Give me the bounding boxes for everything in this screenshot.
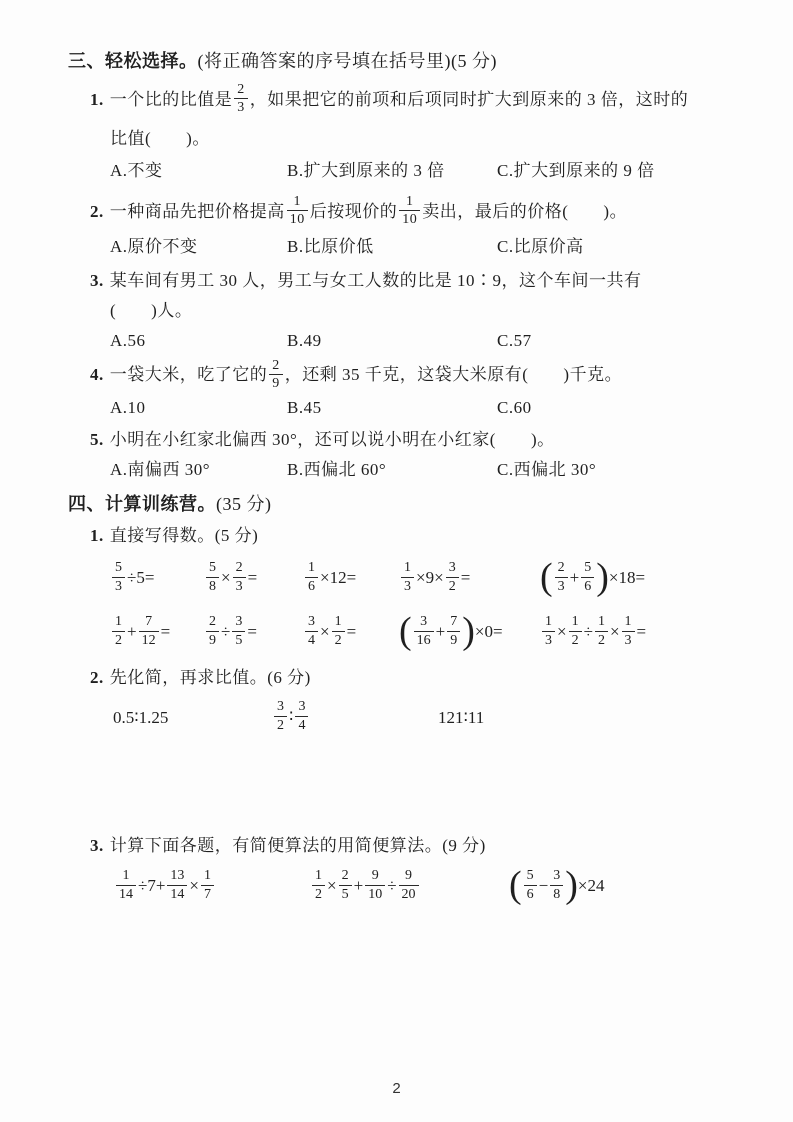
- question-3-number: 3.: [90, 270, 104, 290]
- section-calc-title: [68, 491, 745, 517]
- question-3-option-b: B.49: [287, 330, 322, 350]
- fraction: $\frac{13}{14}$: [167, 868, 187, 902]
- calc-expression: $\frac{1}{3}$ × $\frac{1}{2}$ ÷ $\frac{1}{2}$ × $\frac{1}{3}$ =: [540, 616, 745, 650]
- fraction: $\frac{1}{3}$: [542, 614, 555, 648]
- fraction: $\frac{1}{14}$: [116, 868, 136, 902]
- question-4-option-b: B.45: [287, 398, 322, 418]
- question-4-option-a: A.10: [110, 398, 146, 418]
- calc-row-1: [68, 555, 745, 603]
- section-choice-title: [68, 48, 745, 74]
- calc-expression: ( $\frac{2}{3}$ + $\frac{5}{6}$ )×18=: [540, 556, 646, 599]
- question-2-option-a: A.原价不变: [110, 236, 198, 256]
- section-choice-title-note: (将正确答案的序号填在括号里)(5 分): [197, 51, 497, 71]
- paren: (: [540, 556, 553, 599]
- question-1-option-a: A.不变: [110, 160, 163, 180]
- calc-expression: ( $\frac{3}{16}$ + $\frac{7}{9}$ )×0=: [399, 610, 503, 653]
- question-4-line-1: [68, 357, 745, 394]
- fraction: $\frac{5}{3}$: [112, 560, 125, 594]
- paren: ): [596, 556, 609, 599]
- fraction: $\frac{1}{10}$: [399, 194, 420, 228]
- fraction: $\frac{2}{5}$: [339, 868, 352, 902]
- question-5-line-1: [68, 425, 745, 455]
- calc-sub2-label: 先化简，再求比值。(6 分): [109, 668, 311, 688]
- fraction: $\frac{1}{3}$: [622, 614, 635, 648]
- fraction: $\frac{2}{3}$: [555, 560, 568, 594]
- paren: (: [399, 610, 412, 653]
- fraction: $\frac{1}{2}$: [595, 614, 608, 648]
- smart-calc-row: [68, 863, 745, 911]
- fraction: $\frac{1}{2}$: [569, 614, 582, 648]
- question-1: [68, 84, 745, 186]
- calc-expression: $\frac{2}{9}$ ÷ $\frac{3}{5}$ =: [204, 616, 303, 650]
- ratio-row: [68, 695, 745, 741]
- question-4-option-c: C.60: [497, 398, 532, 418]
- ratio-expression: $\frac{3}{2}$ ∶ $\frac{3}{4}$: [272, 701, 438, 735]
- fraction: $\frac{9}{10}$: [365, 868, 385, 902]
- question-5-options: [68, 455, 745, 485]
- calc-row-2: [68, 609, 745, 657]
- question-3-line-2: ( )人。: [110, 300, 193, 320]
- question-1-option-c: C.扩大到原来的 9 倍: [497, 160, 655, 180]
- calc-expression: $\frac{1}{6}$ ×12=: [303, 562, 399, 596]
- fraction: $\frac{2}{9}$: [269, 358, 283, 392]
- question-5: [68, 425, 745, 485]
- question-2-option-b: B.比原价低: [287, 236, 374, 256]
- page-number: 2: [392, 1080, 401, 1097]
- fraction: $\frac{7}{12}$: [139, 614, 159, 648]
- fraction: $\frac{3}{2}$: [274, 699, 287, 733]
- fraction: $\frac{7}{9}$: [447, 614, 460, 648]
- question-1-text: 一个比的比值是 $\frac{2}{3}$ ，如果把它的前项和后项同时扩大到原来的 3 倍，这时的: [109, 82, 689, 116]
- ratio-expression: 0.5∶1.25: [113, 708, 169, 728]
- question-5-option-b: B.西偏北 60°: [287, 460, 387, 480]
- question-3-option-a: A.56: [110, 330, 146, 350]
- fraction: $\frac{1}{2}$: [112, 614, 125, 648]
- question-2-line-1: [68, 193, 745, 230]
- calc-sub3-label: 计算下面各题，有简便算法的用简便算法。(9 分): [109, 836, 486, 856]
- calc-sub2-number: 2.: [90, 668, 104, 688]
- fraction: $\frac{5}{6}$: [524, 868, 537, 902]
- fraction: $\frac{1}{10}$: [287, 194, 308, 228]
- question-1-line-1: [68, 84, 745, 118]
- calc-sub2-title: [68, 663, 745, 693]
- section-calc-title-note: (35 分): [216, 494, 272, 515]
- fraction: $\frac{1}{3}$: [401, 560, 414, 594]
- page-content: [68, 48, 745, 911]
- question-5-text: 小明在小红家北偏西 30°，还可以说小明在小红家( )。: [109, 430, 555, 450]
- fraction: $\frac{3}{4}$: [305, 614, 318, 648]
- fraction: $\frac{1}{2}$: [312, 868, 325, 902]
- ratio-expression: 121∶11: [438, 708, 485, 728]
- calc-expression: $\frac{1}{3}$ ×9× $\frac{3}{2}$ =: [399, 562, 540, 596]
- question-3-options: [68, 326, 745, 356]
- calc-expression: $\frac{5}{3}$ ÷5=: [110, 562, 204, 596]
- section-choice-title-main: 三、轻松选择。: [68, 51, 198, 71]
- question-3-line-1: [68, 266, 745, 296]
- question-1-line-2: 比值( )。: [110, 128, 210, 148]
- calc-expression: $\frac{1}{2}$ + $\frac{7}{12}$ =: [110, 616, 204, 650]
- question-5-option-c: C.西偏北 30°: [497, 460, 597, 480]
- question-1-options: [68, 156, 745, 186]
- fraction: $\frac{3}{5}$: [232, 614, 245, 648]
- question-1-number: 1.: [90, 89, 104, 109]
- fraction: $\frac{2}{3}$: [233, 560, 246, 594]
- section-calc-title-main: 四、计算训练营。: [68, 494, 216, 515]
- fraction: $\frac{5}{8}$: [206, 560, 219, 594]
- question-1-option-b: B.扩大到原来的 3 倍: [287, 160, 445, 180]
- paren: (: [509, 864, 522, 907]
- fraction: $\frac{3}{4}$: [295, 699, 308, 733]
- question-4-number: 4.: [90, 365, 104, 385]
- calc-sub1-number: 1.: [90, 526, 104, 546]
- calc-sub3-title: [68, 831, 745, 861]
- question-3-option-c: C.57: [497, 330, 532, 350]
- question-2-option-c: C.比原价高: [497, 236, 584, 256]
- fraction: $\frac{9}{20}$: [399, 868, 419, 902]
- question-5-number: 5.: [90, 430, 104, 450]
- question-2-options: [68, 232, 745, 262]
- calc-expression: $\frac{1}{2}$ × $\frac{2}{5}$ + $\frac{9}{10}$ ÷ $\frac{9}{20}$: [310, 870, 509, 904]
- calc-expression: $\frac{5}{8}$ × $\frac{2}{3}$ =: [204, 562, 303, 596]
- fraction: $\frac{1}{2}$: [332, 614, 345, 648]
- question-2-text: 一种商品先把价格提高 $\frac{1}{10}$ 后按现价的 $\frac{1}{10}$ 卖出，最后的价格( )。: [109, 193, 628, 228]
- question-4-text: 一袋大米，吃了它的 $\frac{2}{9}$ ，还剩 35 千克，这袋大米原有( )千克。: [109, 357, 623, 391]
- fraction: $\frac{1}{6}$: [305, 560, 318, 594]
- question-4-options: [68, 393, 745, 423]
- fraction: $\frac{3}{8}$: [550, 868, 563, 902]
- paren: ): [565, 864, 578, 907]
- fraction: $\frac{5}{6}$: [581, 560, 594, 594]
- question-2: [68, 193, 745, 262]
- calc-expression: $\frac{3}{4}$ × $\frac{1}{2}$ =: [303, 616, 399, 650]
- fraction: $\frac{1}{7}$: [201, 868, 214, 902]
- calc-expression: ( $\frac{5}{6}$ − $\frac{3}{8}$ )×24: [509, 864, 605, 907]
- fraction: $\frac{2}{9}$: [206, 614, 219, 648]
- question-3: [68, 266, 745, 356]
- fraction: $\frac{2}{3}$: [234, 82, 248, 116]
- fraction: $\frac{3}{16}$: [414, 614, 434, 648]
- question-5-option-a: A.南偏西 30°: [110, 460, 211, 480]
- question-4: [68, 357, 745, 424]
- fraction: $\frac{3}{2}$: [446, 560, 459, 594]
- calc-sub1-title: [68, 521, 745, 551]
- calc-sub3-number: 3.: [90, 836, 104, 856]
- calc-sub1-label: 直接写得数。(5 分): [109, 526, 259, 546]
- paren: ): [462, 610, 475, 653]
- question-3-text: 某车间有男工 30 人，男工与女工人数的比是 10∶9，这个车间一共有: [109, 270, 642, 290]
- question-2-number: 2.: [90, 201, 104, 221]
- calc-expression: $\frac{1}{14}$ ÷7+ $\frac{13}{14}$ × $\frac{1}{7}$: [114, 870, 310, 904]
